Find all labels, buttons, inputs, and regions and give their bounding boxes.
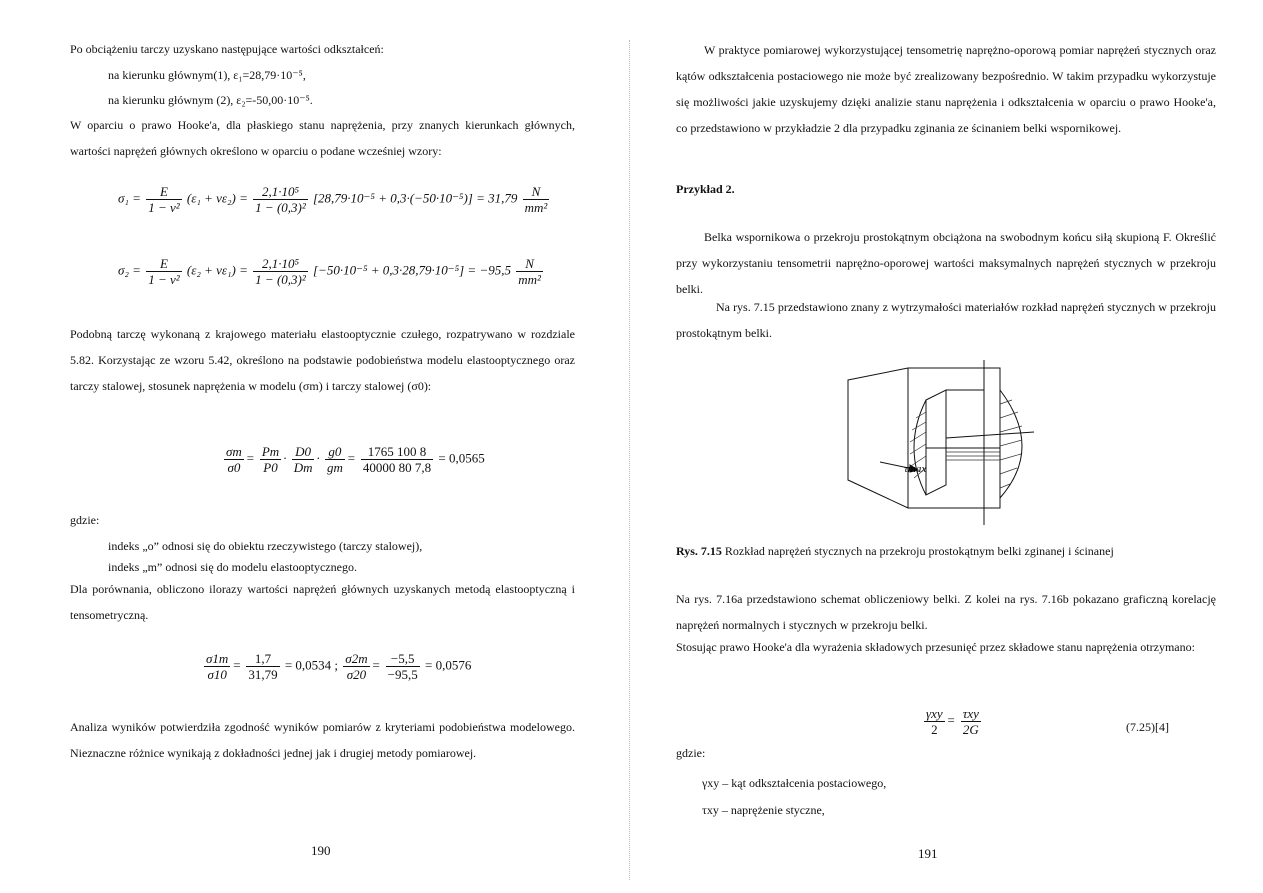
page-number-left: 190 [311,843,331,858]
paragraph-hooke-2: Stosując prawo Hooke'a dla wyrażenia składowych przesunięć przez składowe stanu naprężenia otrzymano: [676,640,1195,654]
definition-tau: τxy – naprężenie styczne, [702,803,825,817]
strain-1: na kierunku głównym(1), ε₁=28,79·10⁻⁵, [108,68,306,82]
gdzie-label: gdzie: [70,513,100,527]
paragraph-model: Podobną tarczę wykonaną z krajowego materiału elastooptycznie czułego, rozpatrywano w rozdziale 5.82. Korzystając ze wzoru 5.42, określono na podstawie podobieństwa modelu elastooptycznego oraz tarczy stalowej, stosunek naprężenia w modelu (σm) i tarczy stalowej (σ0): [70,327,575,393]
right-page [632,0,1263,893]
paragraph-intro: W praktyce pomiarowej wykorzystującej tensometrię naprężno-oporową pomiar naprężeń stycznych oraz kątów odkształcenia postaciowego nie może być zrealizowany bezpośrednio. W takim przypadku wykorzystuje się możliwości jakie uzyskujemy dzięki analizie stanu naprężenia i odkształcenia w oparciu o prawo Hooke'a, co przedstawiono w przykładzie 2 dla przypadku zginania ze ścinaniem belki wspornikowej. [676,43,1216,135]
tau-max-label: τmax [904,463,927,475]
equation-quotients: $\frac{\sigma 1m}{\sigma 10}$ = $\frac{1,7}{31,79}$ = 0,0534 ; $\frac{\sigma 2m}{\sigma 20}$ = $\frac{-5,5}{-95,5}$ = 0,0576 [206,651,472,682]
definition-gamma: γxy – kąt odkształcenia postaciowego, [702,776,887,790]
figure-caption: Rys. 7.15 Rozkład naprężeń stycznych na przekroju prostokątnym belki zginanej i ścinanej [676,544,1114,558]
gdzie-label-right: gdzie: [676,746,706,760]
equation-gamma-tau: $\frac{\text{γxy}}{2}$ = $\frac{\text{τxy}}{2G}$ [926,706,979,737]
example-heading: Przykład 2. [676,182,735,196]
paragraph-analysis: Analiza wyników potwierdziła zgodność wyników pomiarów z kryteriami podobieństwa modelowego. Nieznaczne różnice wynikają z dokładności jednej jak i drugiej metody pomiarowej. [70,720,575,760]
paragraph-figure-ref: Na rys. 7.15 przedstawiono znany z wytrzymałości materiałów rozkład naprężeń stycznych w przekroju prostokątnym belki. [676,300,1216,340]
paragraph-beam: Belka wspornikowa o przekroju prostokątnym obciążona na swobodnym końcu siłą skupioną F. Określić przy wykorzystaniu tensometrii naprężno-oporowej wartości maksymalnych naprężeń stycznych w przekroju belki. [676,230,1216,296]
equation-ratio: $\frac{\sigma m}{\sigma 0}$ = $\frac{Pm}{P0}$ · $\frac{D0}{Dm}$ · $\frac{g0}{gm}$ = $\frac{1765 100 8}{40000 80 7,8}$ = 0,0565 [226,444,485,475]
equation-sigma2: σ₂ = $\frac{E}{\text{1 − ν²}}$ (ε₂ + νε₁) = $\frac{\text{2,1·10⁵}}{\text{1 − (0,3)²}}$ [−50·10⁻⁵ + 0,3·28,79·10⁻⁵] = −95,5 $\frac{N}{\text{mm²}}$ [118,256,541,287]
shear-stress-figure [844,360,1044,530]
paragraph-scheme: Na rys. 7.16a przedstawiono schemat obliczeniowy belki. Z kolei na rys. 7.16b pokazano graficzną korelację naprężeń normalnych i stycznych w przekroju belki. [676,592,1216,632]
index-o: indeks „o” odnosi się do obiektu rzeczywistego (tarczy stalowej), [108,539,423,553]
paragraph-compare: Dla porównania, obliczono ilorazy wartości naprężeń głównych uzyskanych metodą elastooptyczną i tensometryczną. [70,582,575,622]
intro-text: Po obciążeniu tarczy uzyskano następujące wartości odkształceń: [70,42,384,56]
strain-2: na kierunku głównym (2), ε₂=-50,00·10⁻⁵. [108,93,313,107]
paragraph-hooke: W oparciu o prawo Hooke'a, dla płaskiego stanu naprężenia, przy znanych kierunkach głównych, wartości naprężeń głównych określono w oparciu o podane wcześniej wzory: [70,118,575,158]
left-page [0,0,630,893]
index-m: indeks „m” odnosi się do modelu elastooptycznego. [108,560,357,574]
equation-reference: (7.25)[4] [1126,720,1169,734]
equation-sigma1: σ₁ = $\frac{E}{\text{1 − ν²}}$ (ε₁ + νε₂) = $\frac{\text{2,1·10⁵}}{\text{1 − (0,3)²}}$ [28,79·10⁻⁵ + 0,3·(−50·10⁻⁵)] = 31,79 $\frac{N}{\text{mm²}}$ [118,184,548,215]
page-number-right: 191 [918,846,938,861]
